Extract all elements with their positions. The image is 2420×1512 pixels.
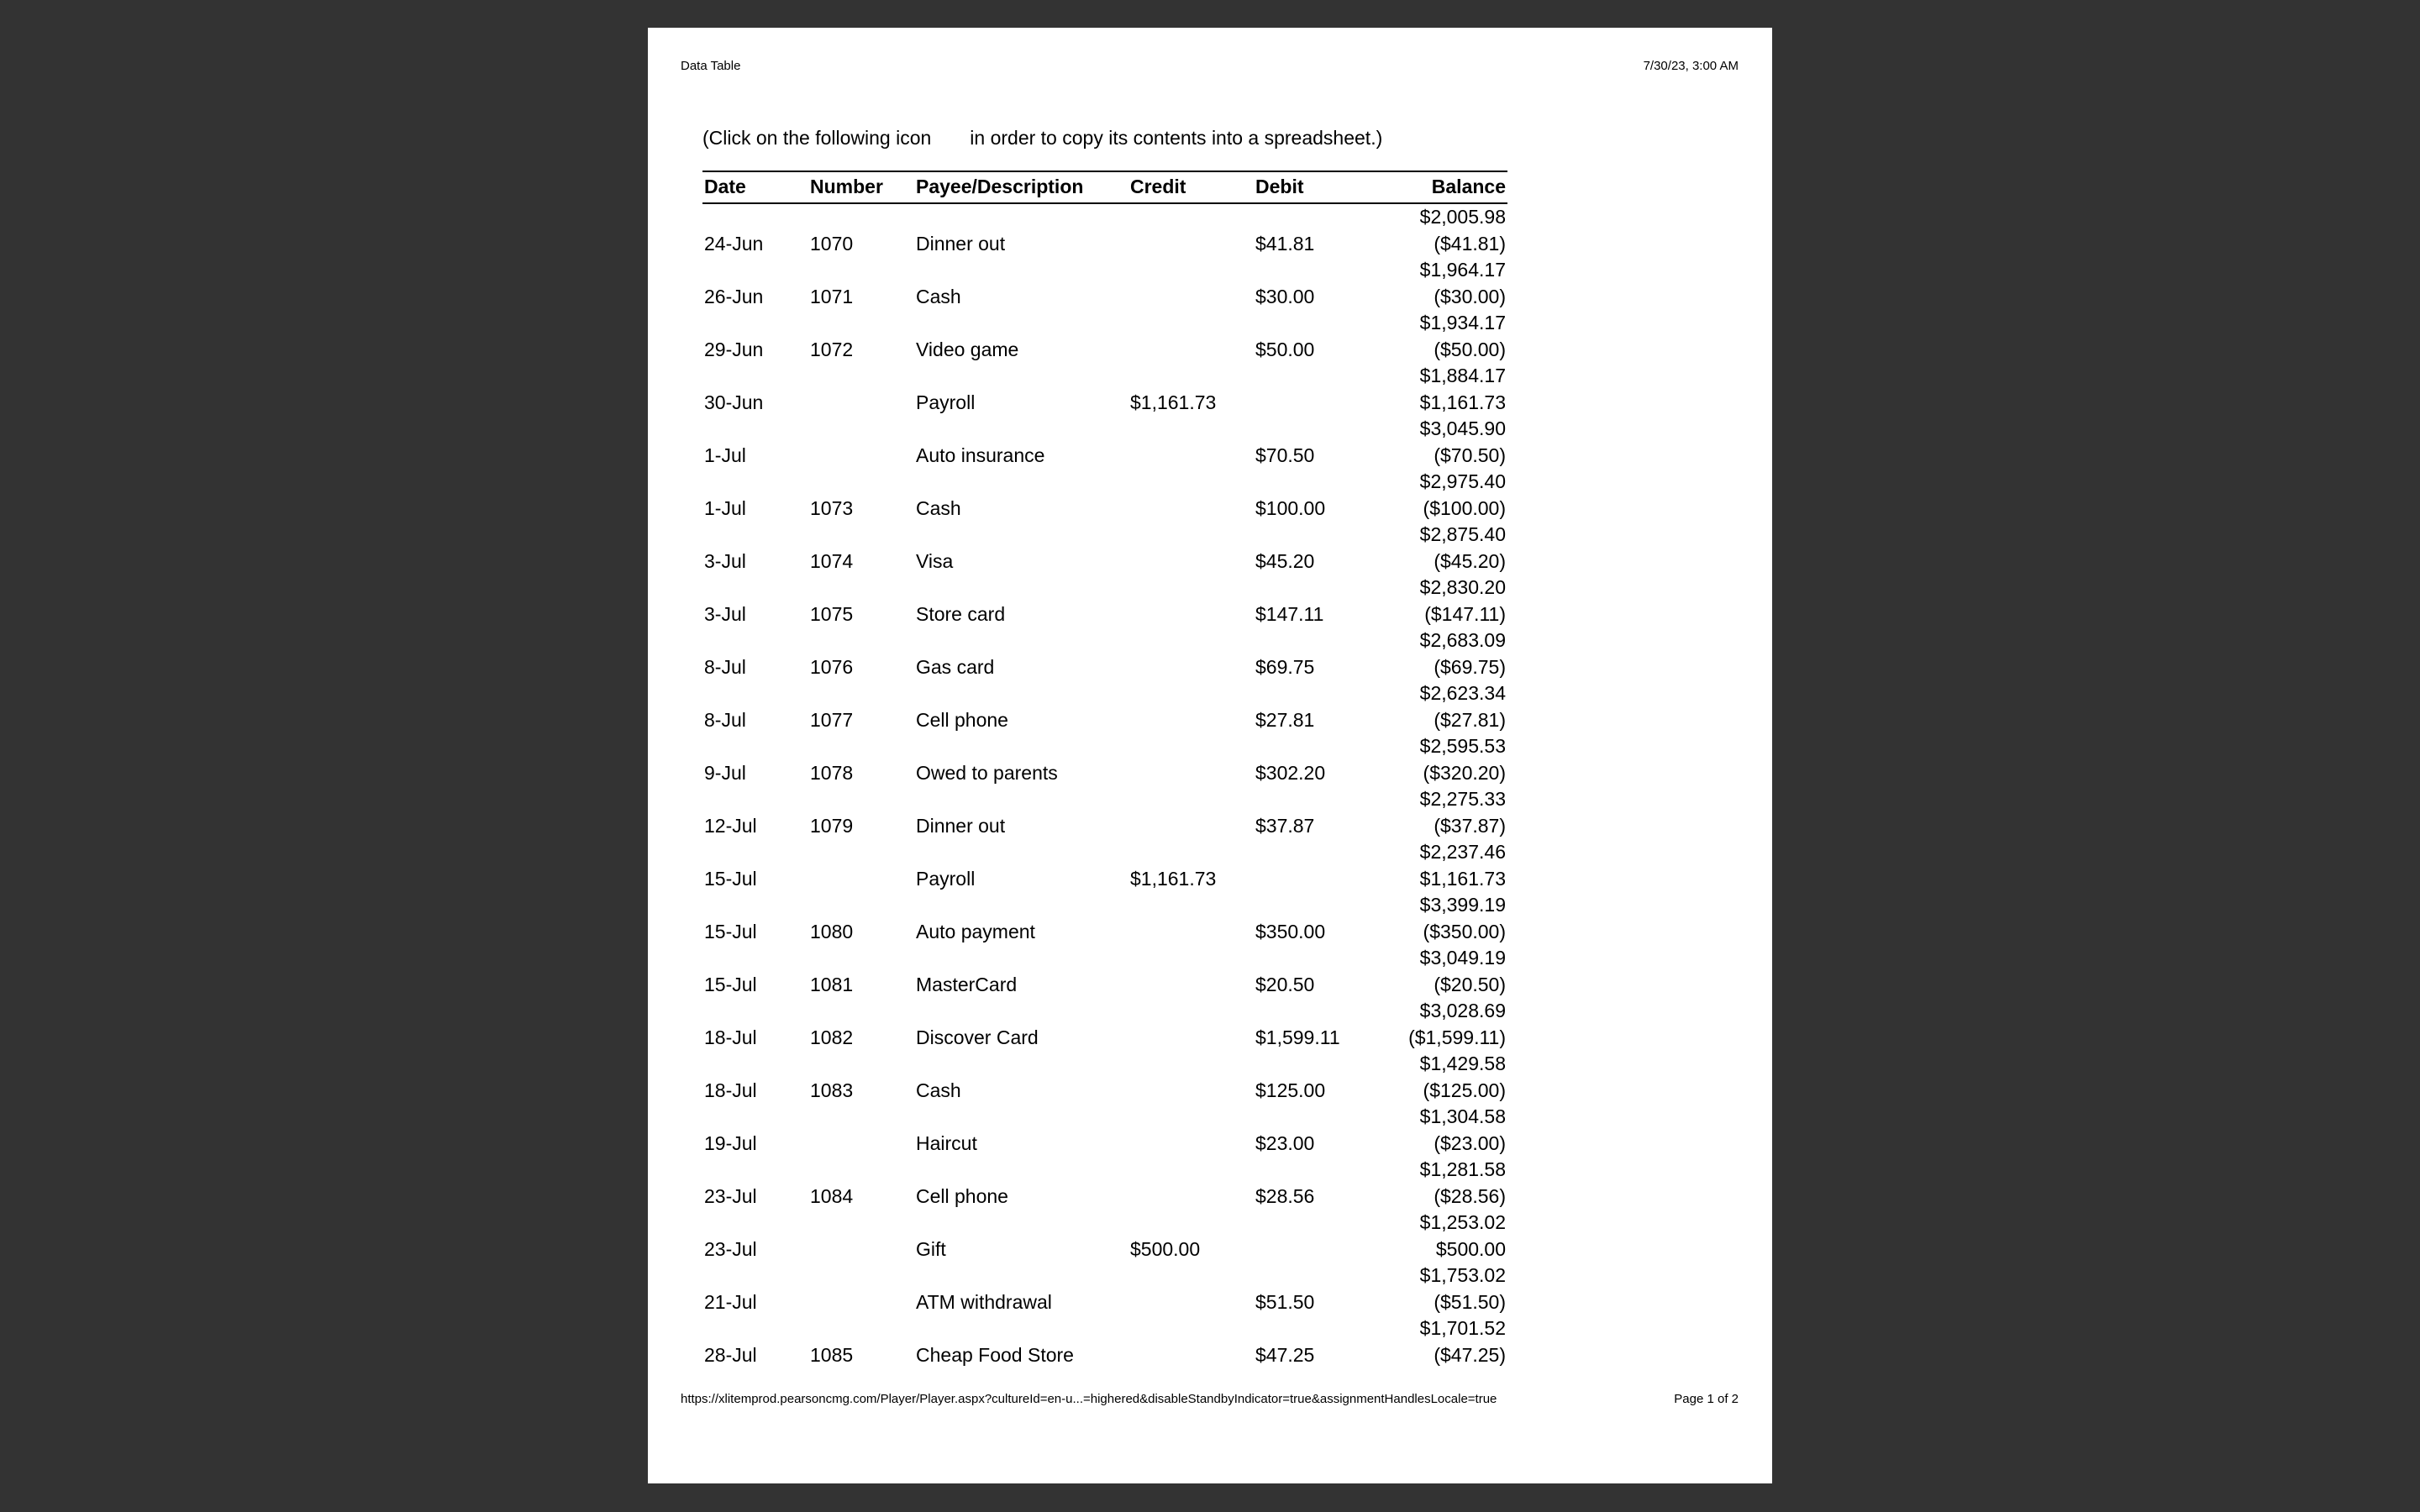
- header-number: Number: [810, 176, 883, 197]
- table-row-balance: [702, 363, 1507, 390]
- table-header-row: [702, 172, 1507, 202]
- intro-text: [702, 127, 1382, 150]
- cell-running-balance: $2,975.40: [1419, 470, 1506, 492]
- table-row: [702, 443, 1507, 470]
- table-row: [702, 866, 1507, 893]
- cell-debit: $70.50: [1255, 444, 1315, 466]
- cell-debit: $28.56: [1255, 1184, 1315, 1207]
- data-table: [702, 171, 1507, 1368]
- table-row: [702, 337, 1507, 364]
- cell-debit: $41.81: [1255, 232, 1315, 255]
- cell-number: 1082: [810, 1026, 854, 1048]
- cell-running-balance: $2,237.46: [1419, 841, 1506, 863]
- page-header-datetime: 7/30/23, 3:00 AM: [1643, 59, 1739, 73]
- table-row: [702, 1342, 1507, 1369]
- cell-amount: ($125.00): [1423, 1079, 1506, 1101]
- table-row: [702, 1131, 1507, 1158]
- cell-debit: $30.00: [1255, 285, 1315, 307]
- cell-amount: ($27.81): [1434, 708, 1506, 731]
- table-row-balance: [702, 1051, 1507, 1078]
- cell-amount: ($41.81): [1434, 232, 1506, 255]
- cell-amount: ($23.00): [1434, 1131, 1506, 1154]
- cell-debit: $47.25: [1255, 1343, 1315, 1366]
- cell-payee: Cheap Food Store: [916, 1343, 1074, 1366]
- table-row-balance: [702, 998, 1507, 1025]
- cell-payee: Video game: [916, 338, 1019, 360]
- cell-date: 12-Jul: [704, 814, 757, 837]
- cell-payee: Haircut: [916, 1131, 977, 1154]
- cell-date: 8-Jul: [704, 655, 746, 678]
- table-row: [702, 1236, 1507, 1263]
- cell-payee: ATM withdrawal: [916, 1290, 1052, 1313]
- table-row-balance: [702, 257, 1507, 284]
- cell-payee: Cell phone: [916, 1184, 1008, 1207]
- cell-payee: Gas card: [916, 655, 995, 678]
- table-row-balance: [702, 416, 1507, 443]
- table-row-balance: [702, 575, 1507, 601]
- table-row-balance: [702, 733, 1507, 760]
- table-row: [702, 919, 1507, 946]
- cell-amount: ($320.20): [1423, 761, 1506, 784]
- cell-number: 1083: [810, 1079, 854, 1101]
- page-footer-page-number: Page 1 of 2: [1674, 1392, 1739, 1406]
- cell-amount: ($28.56): [1434, 1184, 1506, 1207]
- cell-credit: $1,161.73: [1130, 867, 1217, 890]
- cell-debit: $1,599.11: [1255, 1026, 1340, 1048]
- cell-number: 1070: [810, 232, 854, 255]
- cell-debit: $350.00: [1255, 920, 1326, 942]
- cell-running-balance: $2,275.33: [1419, 788, 1506, 810]
- cell-payee: Payroll: [916, 867, 976, 890]
- table-row-balance: [702, 839, 1507, 866]
- cell-amount: $500.00: [1435, 1237, 1506, 1260]
- cell-amount: ($70.50): [1434, 444, 1506, 466]
- cell-debit: $147.11: [1255, 602, 1324, 625]
- page-header-title: Data Table: [681, 59, 741, 73]
- cell-payee: Gift: [916, 1237, 946, 1260]
- intro-text-before: (Click on the following icon: [702, 127, 932, 149]
- cell-date: 3-Jul: [704, 602, 746, 625]
- cell-payee: Auto insurance: [916, 444, 1045, 466]
- header-debit: Debit: [1255, 176, 1304, 197]
- table-row-balance: [702, 522, 1507, 549]
- cell-payee: Owed to parents: [916, 761, 1058, 784]
- cell-payee: Cell phone: [916, 708, 1008, 731]
- table-row: [702, 1078, 1507, 1105]
- cell-date: 1-Jul: [704, 496, 746, 519]
- cell-amount: ($147.11): [1424, 602, 1506, 625]
- cell-running-balance: $3,049.19: [1419, 947, 1506, 969]
- cell-amount: ($50.00): [1434, 338, 1506, 360]
- table-row-balance: [702, 945, 1507, 972]
- table-row: [702, 284, 1507, 311]
- table-row: [702, 813, 1507, 840]
- cell-date: 9-Jul: [704, 761, 746, 784]
- cell-debit: $51.50: [1255, 1290, 1315, 1313]
- cell-debit: $69.75: [1255, 655, 1315, 678]
- cell-running-balance: $1,753.02: [1419, 1264, 1506, 1286]
- cell-date: 18-Jul: [704, 1026, 757, 1048]
- cell-running-balance: $2,875.40: [1419, 523, 1506, 545]
- table-row-balance: [702, 680, 1507, 707]
- cell-payee: Discover Card: [916, 1026, 1039, 1048]
- cell-number: 1078: [810, 761, 854, 784]
- table-row: [702, 601, 1507, 628]
- cell-number: 1071: [810, 285, 854, 307]
- table-row-balance: [702, 310, 1507, 337]
- table-row-balance: [702, 1157, 1507, 1184]
- cell-amount: ($37.87): [1434, 814, 1506, 837]
- cell-payee: Store card: [916, 602, 1006, 625]
- header-payee: Payee/Description: [916, 176, 1084, 197]
- header-credit: Credit: [1130, 176, 1186, 197]
- cell-amount: ($1,599.11): [1408, 1026, 1506, 1048]
- cell-debit: $45.20: [1255, 549, 1315, 572]
- cell-running-balance: $1,964.17: [1419, 259, 1506, 281]
- cell-amount: ($47.25): [1434, 1343, 1506, 1366]
- table-row: [702, 707, 1507, 734]
- cell-amount: ($51.50): [1434, 1290, 1506, 1313]
- table-row: [702, 1184, 1507, 1210]
- cell-amount: ($30.00): [1434, 285, 1506, 307]
- cell-payee: Cash: [916, 1079, 961, 1101]
- cell-payee: Visa: [916, 549, 954, 572]
- table-row: [702, 654, 1507, 681]
- table-row-balance: [702, 627, 1507, 654]
- cell-debit: $27.81: [1255, 708, 1315, 731]
- header-date: Date: [704, 176, 746, 197]
- table-row-balance: [702, 786, 1507, 813]
- cell-amount: ($20.50): [1434, 973, 1506, 995]
- cell-number: 1075: [810, 602, 854, 625]
- table-row: [702, 972, 1507, 999]
- cell-debit: $37.87: [1255, 814, 1315, 837]
- cell-number: 1081: [810, 973, 854, 995]
- table-row-balance: [702, 1210, 1507, 1236]
- table-row-balance: [702, 1315, 1507, 1342]
- cell-payee: Dinner out: [916, 814, 1006, 837]
- table-row: [702, 231, 1507, 258]
- cell-date: 18-Jul: [704, 1079, 757, 1101]
- cell-amount: $1,161.73: [1419, 391, 1506, 413]
- cell-running-balance: $2,830.20: [1419, 576, 1506, 598]
- table-body: [702, 204, 1507, 1368]
- cell-date: 8-Jul: [704, 708, 746, 731]
- cell-date: 28-Jul: [704, 1343, 757, 1366]
- cell-date: 1-Jul: [704, 444, 746, 466]
- cell-running-balance: $3,045.90: [1419, 417, 1506, 439]
- cell-payee: MasterCard: [916, 973, 1018, 995]
- cell-date: 15-Jul: [704, 867, 757, 890]
- cell-date: 30-Jun: [704, 391, 764, 413]
- cell-payee: Dinner out: [916, 232, 1006, 255]
- printed-page: [648, 28, 1772, 1483]
- cell-number: 1079: [810, 814, 854, 837]
- cell-date: 24-Jun: [704, 232, 764, 255]
- cell-debit: $302.20: [1255, 761, 1326, 784]
- intro-text-after: in order to copy its contents into a spreadsheet.): [970, 127, 1383, 149]
- cell-amount: ($350.00): [1423, 920, 1506, 942]
- cell-amount: ($45.20): [1434, 549, 1506, 572]
- cell-number: 1084: [810, 1184, 854, 1207]
- table-row: [702, 1289, 1507, 1316]
- cell-date: 19-Jul: [704, 1131, 757, 1154]
- page-footer-url: https://xlitemprod.pearsoncmg.com/Player/Player.aspx?cultureId=en-u...=highered&disableStandbyIndicator=true&assignmentHandlesLocale=true: [681, 1392, 1497, 1406]
- cell-date: 23-Jul: [704, 1237, 757, 1260]
- table-row-opening: [702, 204, 1507, 231]
- cell-running-balance: $1,253.02: [1419, 1211, 1506, 1233]
- table-row: [702, 496, 1507, 522]
- cell-running-balance: $3,399.19: [1419, 894, 1506, 916]
- cell-amount: ($100.00): [1423, 496, 1506, 519]
- cell-number: 1076: [810, 655, 854, 678]
- opening-balance: $2,005.98: [1419, 206, 1506, 228]
- cell-running-balance: $1,304.58: [1419, 1105, 1506, 1127]
- cell-running-balance: $2,623.34: [1419, 682, 1506, 704]
- cell-number: 1080: [810, 920, 854, 942]
- cell-payee: Auto payment: [916, 920, 1035, 942]
- cell-date: 23-Jul: [704, 1184, 757, 1207]
- cell-amount: ($69.75): [1434, 655, 1506, 678]
- cell-credit: $500.00: [1130, 1237, 1201, 1260]
- cell-number: 1072: [810, 338, 854, 360]
- table-row: [702, 390, 1507, 417]
- table-row-balance: [702, 1263, 1507, 1289]
- cell-debit: $50.00: [1255, 338, 1315, 360]
- cell-running-balance: $3,028.69: [1419, 1000, 1506, 1021]
- table-row: [702, 1025, 1507, 1052]
- table-row: [702, 549, 1507, 575]
- cell-number: 1085: [810, 1343, 854, 1366]
- cell-number: 1077: [810, 708, 854, 731]
- table-row-balance: [702, 892, 1507, 919]
- cell-number: 1073: [810, 496, 854, 519]
- cell-amount: $1,161.73: [1419, 867, 1506, 890]
- cell-running-balance: $1,701.52: [1419, 1317, 1506, 1339]
- cell-running-balance: $1,429.58: [1419, 1053, 1506, 1074]
- cell-running-balance: $2,595.53: [1419, 735, 1506, 757]
- cell-payee: Cash: [916, 496, 961, 519]
- table-row-balance: [702, 1104, 1507, 1131]
- cell-debit: $20.50: [1255, 973, 1315, 995]
- cell-date: 26-Jun: [704, 285, 764, 307]
- cell-running-balance: $1,934.17: [1419, 312, 1506, 333]
- cell-date: 15-Jul: [704, 920, 757, 942]
- table-row: [702, 760, 1507, 787]
- cell-date: 29-Jun: [704, 338, 764, 360]
- cell-payee: Payroll: [916, 391, 976, 413]
- cell-credit: $1,161.73: [1130, 391, 1217, 413]
- cell-running-balance: $1,884.17: [1419, 365, 1506, 386]
- cell-date: 15-Jul: [704, 973, 757, 995]
- cell-debit: $125.00: [1255, 1079, 1326, 1101]
- header-balance: Balance: [1431, 176, 1506, 197]
- cell-date: 21-Jul: [704, 1290, 757, 1313]
- cell-debit: $100.00: [1255, 496, 1326, 519]
- cell-payee: Cash: [916, 285, 961, 307]
- cell-number: 1074: [810, 549, 854, 572]
- cell-running-balance: $2,683.09: [1419, 629, 1506, 651]
- cell-debit: $23.00: [1255, 1131, 1315, 1154]
- table-row-balance: [702, 469, 1507, 496]
- cell-running-balance: $1,281.58: [1419, 1158, 1506, 1180]
- cell-date: 3-Jul: [704, 549, 746, 572]
